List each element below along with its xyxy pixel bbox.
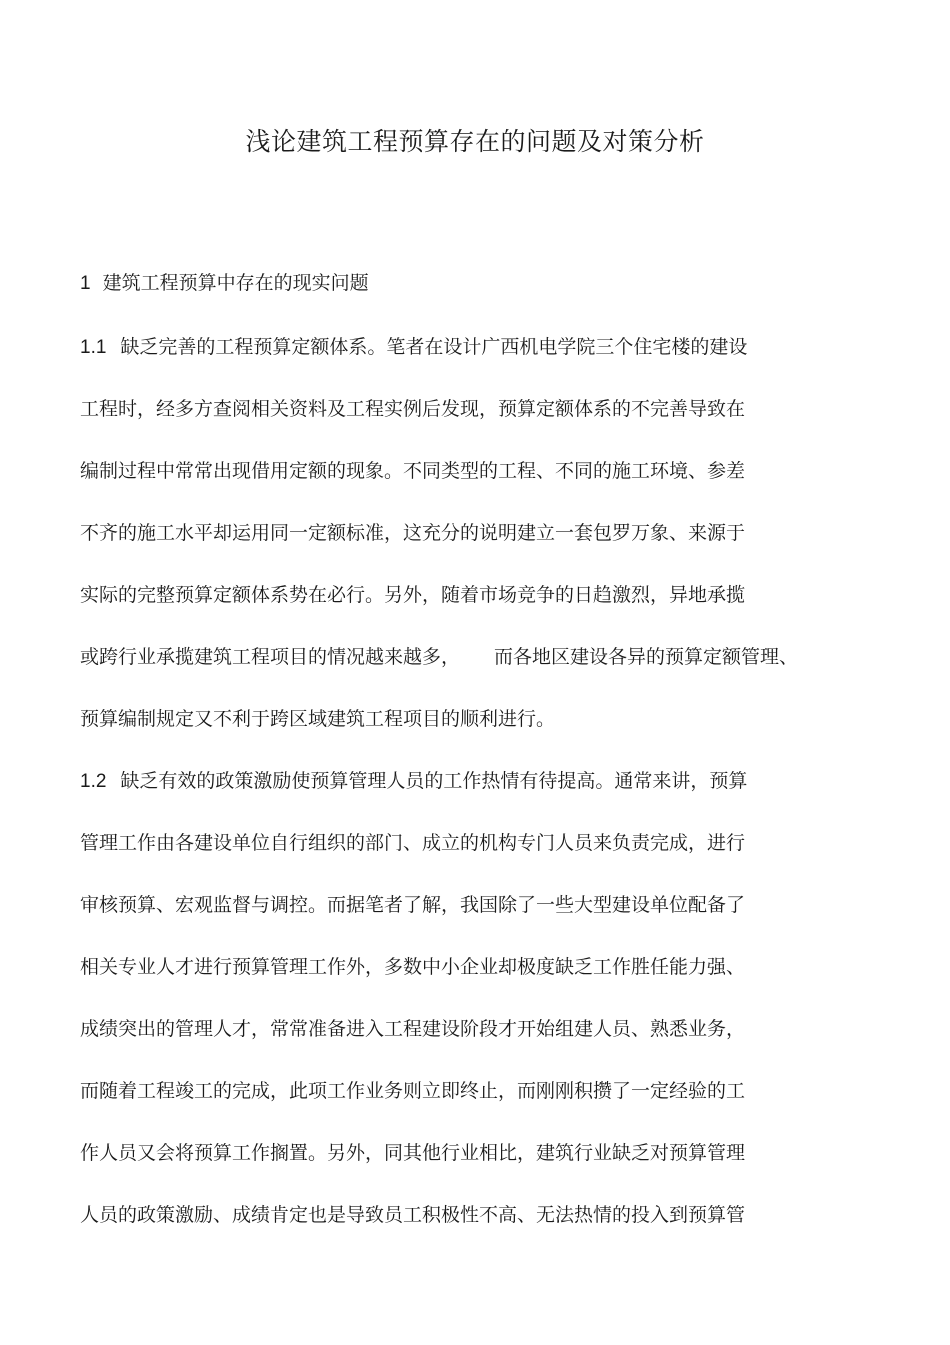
paragraph-text: 或跨行业承揽建筑工程项目的情况越来越多， (80, 646, 461, 668)
paragraph-line: 相关专业人才进行预算管理工作外，多数中小企业却极度缺乏工作胜任能力强、 (80, 956, 746, 978)
paragraph-line (80, 768, 870, 795)
paragraph-line: 预算编制规定又不利于跨区域建筑工程项目的顺利进行。 (80, 708, 556, 730)
paragraph-text: 而各地区建设各异的预算定额管理、 (494, 646, 799, 668)
paragraph-line: 审核预算、宏观监督与调控。而据笔者了解，我国除了一些大型建设单位配备了 (80, 894, 746, 916)
section-heading-text: 建筑工程预算中存在的现实问题 (102, 272, 369, 294)
paragraph-line (80, 334, 870, 361)
section-number: 1 (80, 273, 91, 294)
paragraph-line: 不齐的施工水平却运用同一定额标准，这充分的说明建立一套包罗万象、来源于 (80, 522, 746, 544)
paragraph-line: 编制过程中常常出现借用定额的现象。不同类型的工程、不同的施工环境、参差 (80, 460, 746, 482)
paragraph-line: 作人员又会将预算工作搁置。另外，同其他行业相比，建筑行业缺乏对预算管理 (80, 1142, 746, 1164)
subsection-number: 1.2 (80, 771, 107, 792)
paragraph-line: 实际的完整预算定额体系势在必行。另外，随着市场竞争的日趋激烈，异地承揽 (80, 584, 746, 606)
paragraph-line: 而随着工程竣工的完成，此项工作业务则立即终止，而刚刚积攒了一定经验的工 (80, 1080, 746, 1102)
section-heading (80, 270, 870, 297)
paragraph-line: 工程时，经多方查阅相关资料及工程实例后发现，预算定额体系的不完善导致在 (80, 398, 746, 420)
paragraph-line: 人员的政策激励、成绩肯定也是导致员工积极性不高、无法热情的投入到预算管 (80, 1204, 746, 1226)
document-title: 浅论建筑工程预算存在的问题及对策分析 (245, 127, 705, 156)
paragraph-line: 成绩突出的管理人才，常常准备进入工程建设阶段才开始组建人员、熟悉业务， (80, 1018, 746, 1040)
paragraph-line: 管理工作由各建设单位自行组织的部门、成立的机构专门人员来负责完成，进行 (80, 832, 746, 854)
subsection-number: 1.1 (80, 337, 107, 358)
paragraph-text: 缺乏完善的工程预算定额体系。笔者在设计广西机电学院三个住宅楼的建设 (120, 336, 748, 358)
paragraph-line (80, 644, 870, 670)
paragraph-text: 缺乏有效的政策激励使预算管理人员的工作热情有待提高。通常来讲，预算 (120, 770, 748, 792)
